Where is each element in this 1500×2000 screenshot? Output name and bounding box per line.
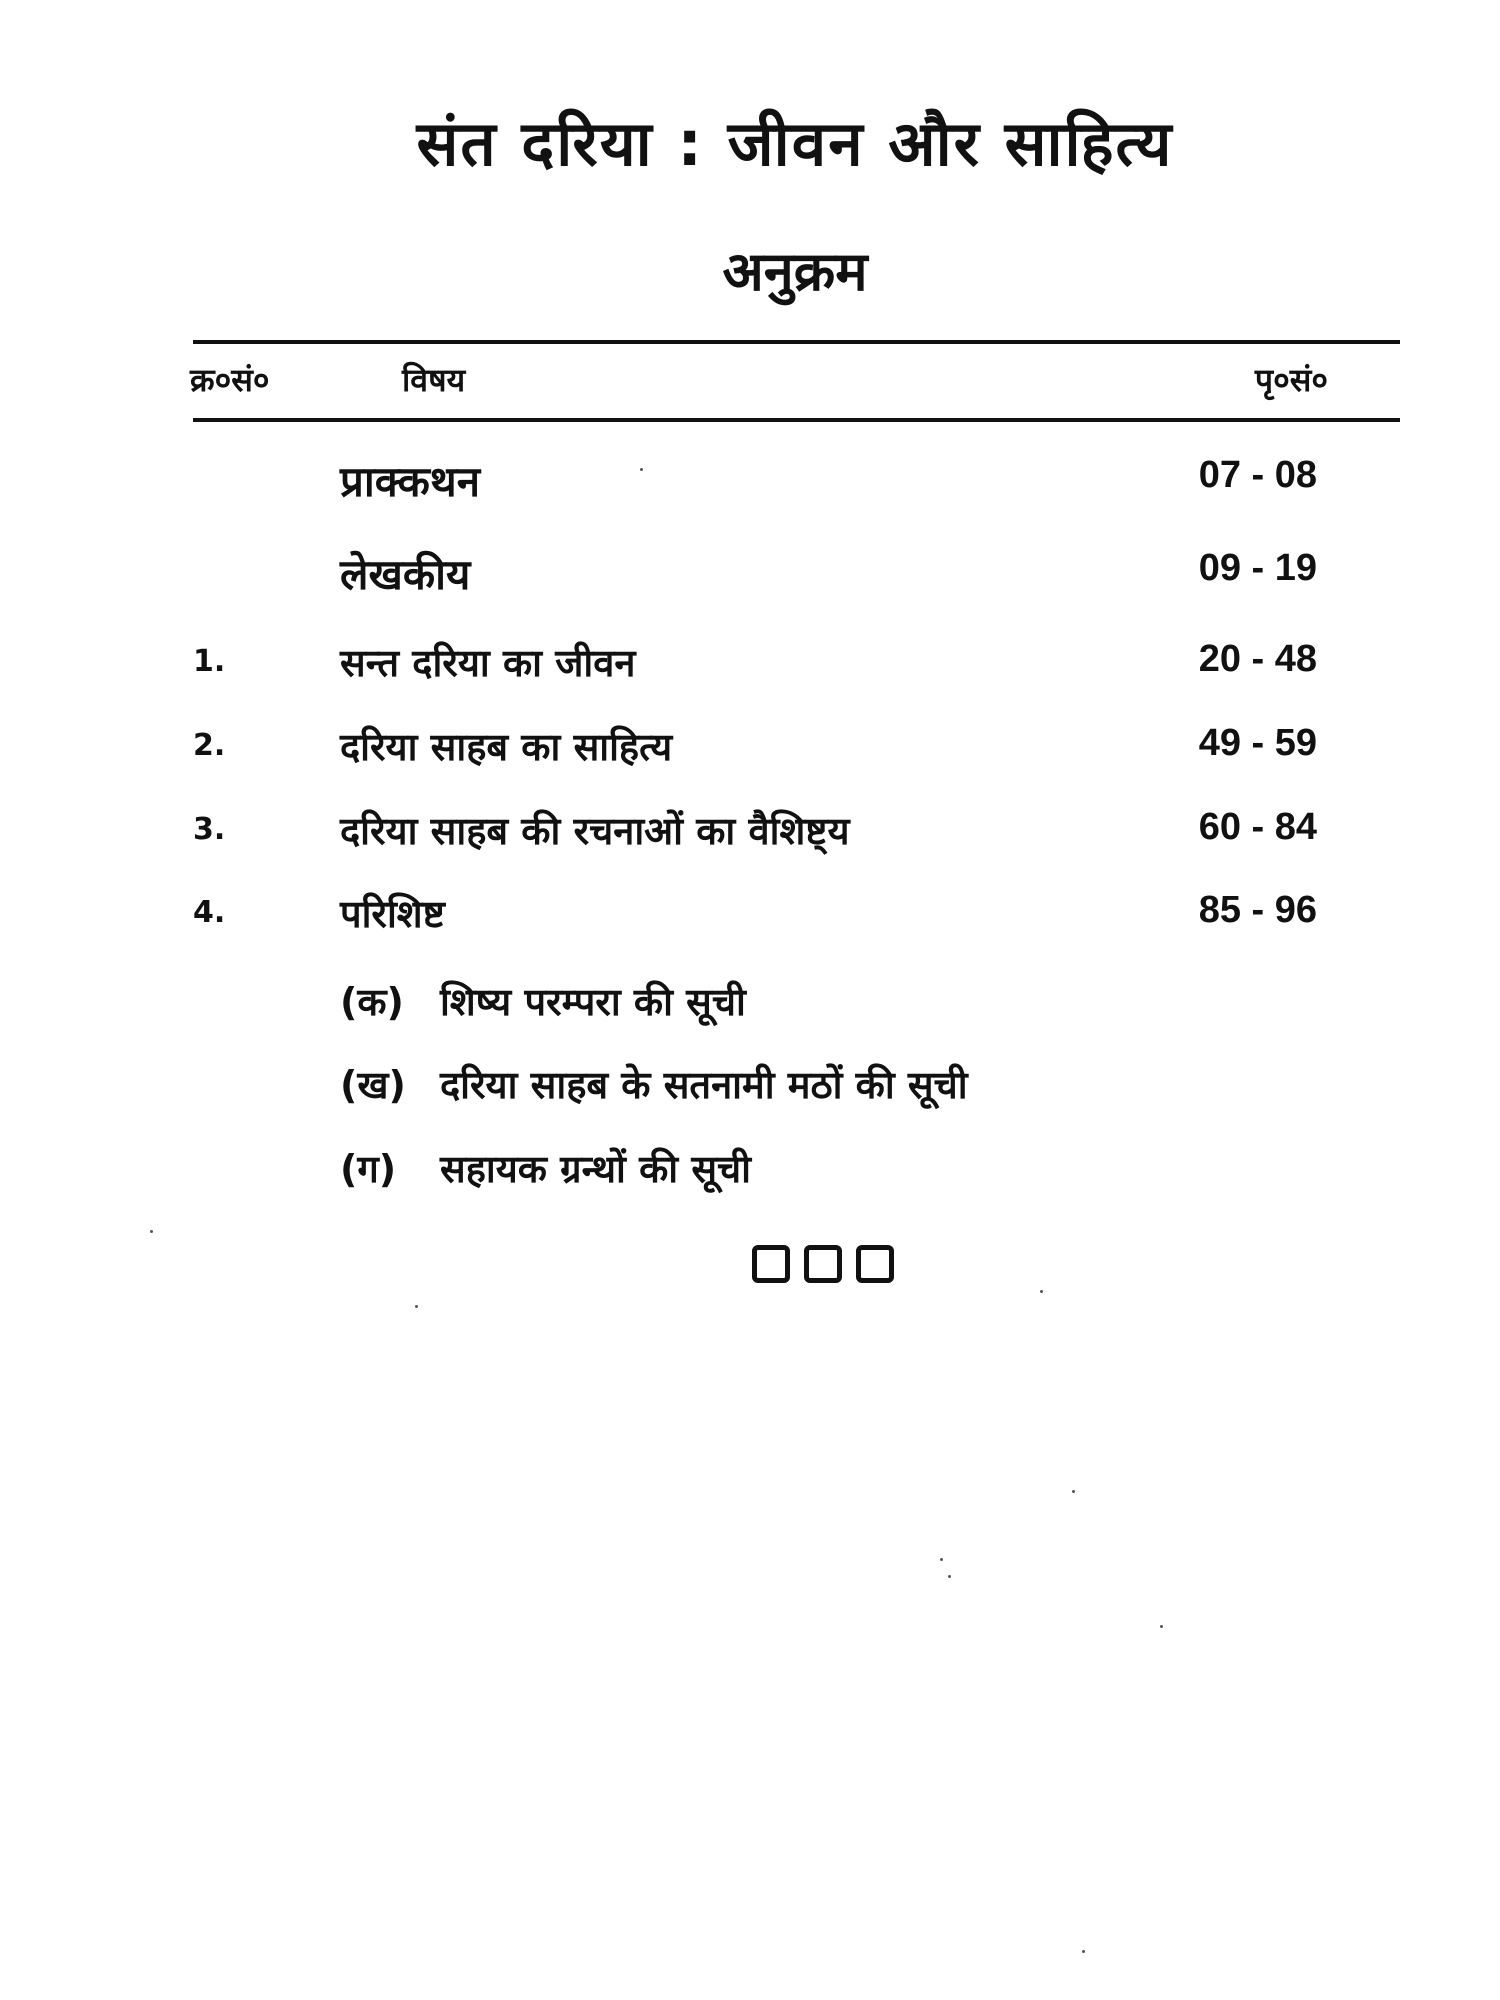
entry-pages: 49 - 59 (1198, 722, 1317, 764)
scan-speck (640, 468, 643, 471)
entry-number: 1. (193, 644, 226, 679)
toc-entry[interactable] (0, 545, 1500, 599)
toc-entry[interactable] (0, 452, 1500, 506)
header-rule-bottom (193, 418, 1400, 422)
entry-title: दरिया साहब की रचनाओं का वैशिष्ट्य (340, 809, 850, 853)
subentry-mark: (ग) (340, 1147, 397, 1191)
entry-title: लेखकीय (340, 550, 471, 599)
entry-number: 4. (193, 895, 226, 930)
entry-pages: 85 - 96 (1198, 889, 1317, 931)
subentry-mark: (क) (340, 980, 404, 1024)
toc-entry[interactable] (0, 804, 1500, 854)
scan-speck (1160, 1625, 1163, 1628)
scan-speck (1072, 1490, 1075, 1493)
appendix-subentry[interactable] (340, 975, 746, 1025)
table-header (0, 358, 1500, 408)
scan-speck (150, 1230, 153, 1233)
ornament-box (856, 1245, 894, 1283)
header-rule-top (193, 340, 1400, 344)
scan-speck (1082, 1950, 1085, 1953)
appendix-subentry[interactable] (340, 1058, 968, 1108)
header-page: पृ०सं० (1254, 361, 1328, 399)
scan-speck (940, 1558, 943, 1561)
header-subject: विषय (402, 361, 466, 399)
subentry-title: सहायक ग्रन्थों की सूची (440, 1147, 752, 1191)
book-title: संत दरिया : जीवन और साहित्य (416, 107, 1174, 180)
subentry-title: दरिया साहब के सतनामी मठों की सूची (440, 1063, 968, 1107)
toc-entry[interactable] (0, 720, 1500, 770)
ornament-box (752, 1245, 790, 1283)
entry-title: परिशिष्ट (340, 892, 445, 936)
entry-pages: 20 - 48 (1198, 638, 1317, 680)
toc-heading: अनुक्रम (722, 240, 868, 303)
scan-speck (948, 1575, 951, 1578)
scan-speck (1040, 1290, 1043, 1293)
entry-pages: 60 - 84 (1198, 806, 1317, 848)
entry-title: दरिया साहब का साहित्य (340, 725, 673, 769)
appendix-subentry[interactable] (340, 1142, 751, 1192)
header-number: क्र०सं० (190, 361, 270, 399)
end-ornament (752, 1245, 894, 1283)
subentry-title: शिष्य परम्परा की सूची (440, 980, 746, 1024)
entry-number: 2. (193, 728, 226, 763)
entry-title: प्राक्कथन (340, 457, 481, 506)
entry-pages: 07 - 08 (1198, 454, 1317, 496)
entry-title: सन्त दरिया का जीवन (340, 641, 636, 685)
entry-pages: 09 - 19 (1198, 547, 1317, 589)
toc-entry[interactable] (0, 636, 1500, 686)
toc-entry[interactable] (0, 887, 1500, 937)
subentry-mark: (ख) (340, 1063, 406, 1107)
scan-speck (415, 1305, 418, 1308)
ornament-box (804, 1245, 842, 1283)
entry-number: 3. (193, 812, 226, 847)
